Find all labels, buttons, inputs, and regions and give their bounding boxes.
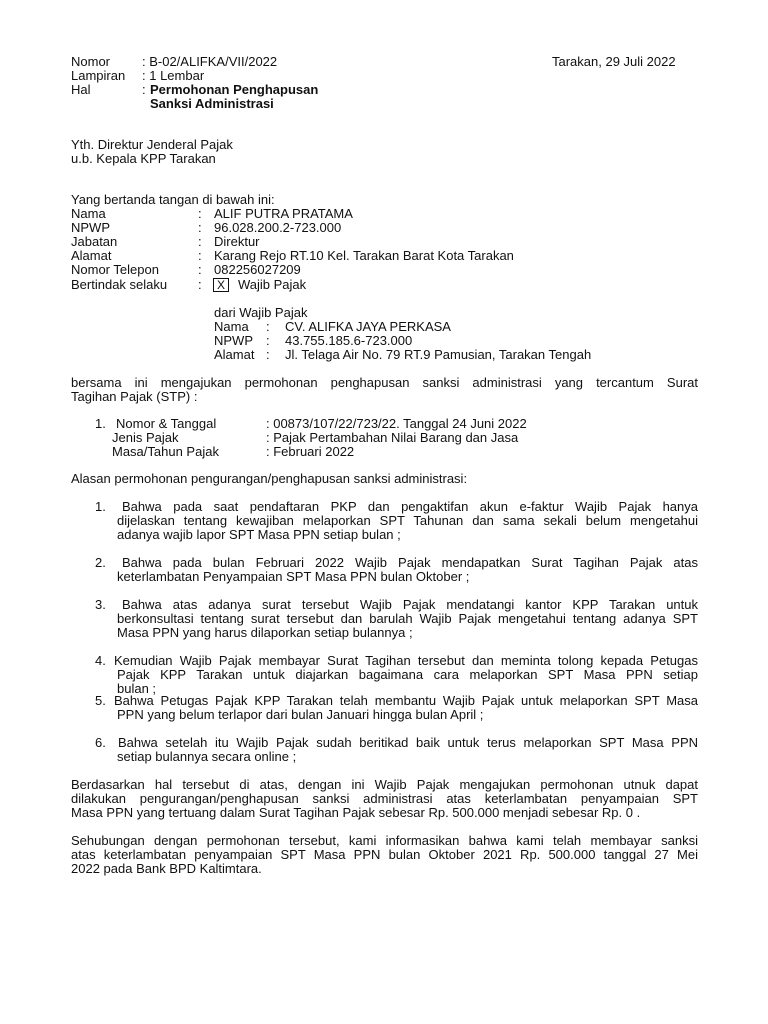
signer-intro: Yang bertanda tangan di bawah ini: xyxy=(71,192,275,207)
stp-value-nomor: : 00873/107/22/723/22. Tanggal 24 Juni 2022 xyxy=(266,416,527,431)
stp-value-masa: : Februari 2022 xyxy=(266,444,355,459)
signer-label-nama: Nama xyxy=(71,206,106,221)
conclusion-line3: Masa PPN yang tertuang dalam Surat Tagihan Pajak sebesar Rp. 500.000 menjadi sebesar Rp. 0 . xyxy=(71,805,641,820)
signer-colon: : xyxy=(198,234,202,249)
taxpayer-label-nama: Nama xyxy=(214,319,249,334)
hal-subject-line2: Sanksi Administrasi xyxy=(150,96,274,111)
reason-number: 5. xyxy=(95,693,106,708)
acting-label: Bertindak selaku xyxy=(71,277,168,292)
conclusion-line2: dilakukan pengurangan/penghapusan sanksi administrasi atas keterlambatan penyampaian SPT xyxy=(71,791,698,806)
signer-colon: : xyxy=(198,248,202,263)
nomor-label: Nomor xyxy=(71,54,111,69)
signer-label-jabatan: Jabatan xyxy=(71,234,118,249)
reason-6-line2: setiap bulannya secara online ; xyxy=(117,749,297,764)
closing-line1: Sehubungan dengan permohonan tersebut, kami informasikan bahwa kami telah membayar sanksi xyxy=(71,833,698,848)
taxpayer-colon: : xyxy=(266,333,270,348)
reason-1-line3: adanya wajib lapor SPT Masa PPN setiap bulan ; xyxy=(117,527,401,542)
reason-6-line1: Bahwa setelah itu Wajib Pajak sudah beritikad baik untuk terus melaporkan SPT Masa PPN xyxy=(118,735,698,750)
signer-label-npwp: NPWP xyxy=(71,220,110,235)
signer-value-nama: ALIF PUTRA PRATAMA xyxy=(214,206,353,221)
lampiran-label: Lampiran xyxy=(71,68,126,83)
reason-number: 1. xyxy=(95,499,106,514)
reason-number: 6. xyxy=(95,735,106,750)
reason-5-line1: Bahwa Petugas Pajak KPP Tarakan telah membantu Wajib Pajak untuk melaporkan SPT Masa xyxy=(114,693,698,708)
closing-line3: 2022 pada Bank BPD Kaltimtara. xyxy=(71,861,262,876)
reason-2-line2: keterlambatan Penyampaian SPT Masa PPN bulan Oktober ; xyxy=(117,569,470,584)
reason-number: 4. xyxy=(95,653,106,668)
hal-colon: : xyxy=(142,82,146,97)
reason-4-line2: Pajak KPP Tarakan untuk diajarkan bagaimana cara melaporkan SPT Masa PPN setiap xyxy=(117,667,698,682)
stp-value-jenis: : Pajak Pertambahan Nilai Barang dan Jasa xyxy=(266,430,519,445)
recipient-line2: u.b. Kepala KPP Tarakan xyxy=(71,151,216,166)
signer-value-alamat: Karang Rejo RT.10 Kel. Tarakan Barat Kota Tarakan xyxy=(214,248,514,263)
taxpayer-colon: : xyxy=(266,319,270,334)
nomor-value: : B-02/ALIFKA/VII/2022 xyxy=(142,54,278,69)
recipient-line1: Yth. Direktur Jenderal Pajak xyxy=(71,137,233,152)
conclusion-line1: Berdasarkan hal tersebut di atas, dengan ini Wajib Pajak mengajukan permohonan utnuk dapat xyxy=(71,777,698,792)
reason-4-line1: Kemudian Wajib Pajak membayar Surat Tagihan tersebut dan meminta tolong kepada Petugas xyxy=(114,653,698,668)
signer-colon: : xyxy=(198,206,202,221)
reason-5-line2: PPN yang belum terlapor dari bulan Januari hingga bulan April ; xyxy=(117,707,484,722)
signer-value-jabatan: Direktur xyxy=(214,234,260,249)
taxpayer-intro: dari Wajib Pajak xyxy=(214,305,308,320)
stp-number: 1. xyxy=(95,416,106,431)
signer-colon: : xyxy=(198,220,202,235)
reason-3-line3: Masa PPN yang harus dilaporkan setiap bulannya ; xyxy=(117,625,413,640)
reason-1-line2: dijelaskan tentang kewajiban melaporkan SPT Tahunan dan sama sekali belum mengetahui xyxy=(117,513,698,528)
reason-3-line1: Bahwa atas adanya surat tersebut Wajib Pajak mendatangi kantor KPP Tarakan untuk xyxy=(122,597,698,612)
taxpayer-label-npwp: NPWP xyxy=(214,333,253,348)
reason-number: 3. xyxy=(95,597,106,612)
taxpayer-label-alamat: Alamat xyxy=(214,347,255,362)
taxpayer-value-nama: CV. ALIFKA JAYA PERKASA xyxy=(285,319,451,334)
signer-label-alamat: Alamat xyxy=(71,248,112,263)
signer-value-npwp: 96.028.200.2-723.000 xyxy=(214,220,342,235)
stp-label-nomor: Nomor & Tanggal xyxy=(116,416,217,431)
hal-subject-line1: Permohonan Penghapusan xyxy=(150,82,319,97)
acting-colon: : xyxy=(198,277,202,292)
hal-label: Hal xyxy=(71,82,91,97)
taxpayer-value-alamat: Jl. Telaga Air No. 79 RT.9 Pamusian, Tarakan Tengah xyxy=(285,347,592,362)
closing-line2: atas keterlambatan penyampaian SPT Masa PPN bulan Oktober 2021 Rp. 500.000 tanggal 27 Mei xyxy=(71,847,698,862)
taxpayer-value-npwp: 43.755.185.6-723.000 xyxy=(285,333,413,348)
reason-3-line2: berkonsultasi tentang surat tersebut dan barulah Wajib Pajak mengetahui tentang adanya SPT xyxy=(117,611,698,626)
acting-value: Wajib Pajak xyxy=(238,277,307,292)
reason-4-line3: bulan ; xyxy=(117,681,157,696)
reason-number: 2. xyxy=(95,555,106,570)
reasons-intro: Alasan permohonan pengurangan/penghapusan sanksi administrasi: xyxy=(71,471,468,486)
acting-checkbox: X xyxy=(213,278,229,292)
stp-label-masa: Masa/Tahun Pajak xyxy=(112,444,219,459)
place-date: Tarakan, 29 Juli 2022 xyxy=(552,54,676,69)
signer-label-telepon: Nomor Telepon xyxy=(71,262,159,277)
taxpayer-colon: : xyxy=(266,347,270,362)
reason-1-line1: Bahwa pada saat pendaftaran PKP dan pengaktifan akun e-faktur Wajib Pajak hanya xyxy=(122,499,698,514)
signer-value-telepon: 082256027209 xyxy=(214,262,301,277)
signer-colon: : xyxy=(198,262,202,277)
request-line1: bersama ini mengajukan permohonan penghapusan sanksi administrasi yang tercantum Surat xyxy=(71,375,698,390)
request-line2: Tagihan Pajak (STP) : xyxy=(71,389,198,404)
lampiran-value: : 1 Lembar xyxy=(142,68,205,83)
reason-2-line1: Bahwa pada bulan Februari 2022 Wajib Pajak mendapatkan Surat Tagihan Pajak atas xyxy=(122,555,698,570)
stp-label-jenis: Jenis Pajak xyxy=(112,430,179,445)
